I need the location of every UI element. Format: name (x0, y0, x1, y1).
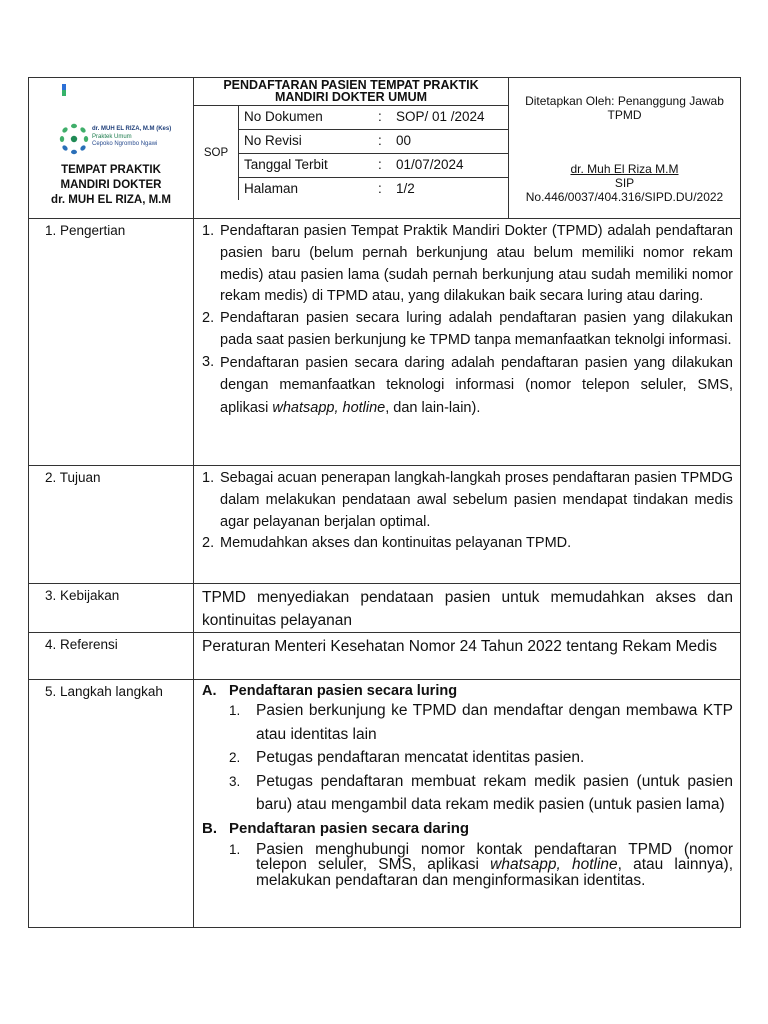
clinic-logo (59, 122, 189, 156)
document-info (194, 78, 509, 219)
list-item: 3. Pendaftaran pasien secara daring adalah pendaftaran pasien yang dilakukan dengan memanfaatkan teknologi informasi (nomor telepon seluler, SMS, aplikasi whatsapp, hotline, dan lain-lain). (202, 353, 733, 416)
subsection-luring: A. Pendaftaran pasien secara luring (202, 683, 458, 699)
document-title: PENDAFTARAN PASIEN TEMPAT PRAKTIK MANDIRI DOKTER UMUM (194, 78, 508, 106)
leaf-ring-logo-icon (59, 122, 89, 156)
logo-practice: Praktek Umum (92, 133, 132, 140)
section-label-tujuan: 2. Tujuan (29, 466, 194, 584)
sip-number: No.446/0037/404.316/SIPD.DU/2022 (525, 190, 724, 204)
meta-row-no-dokumen: No Dokumen : SOP/ 01 /2024 (239, 106, 508, 130)
section-label-referensi: 4. Referensi (29, 633, 194, 680)
signer-name: dr. Muh El Riza M.M (570, 162, 679, 176)
section-pengertian (194, 219, 741, 466)
meta-row-no-revisi: No Revisi : 00 (239, 130, 508, 154)
section-label-pengertian: 1. Pengertian (29, 219, 194, 466)
subsection-daring: B. Pendaftaran pasien secara daring (202, 819, 470, 837)
section-referensi: Peraturan Menteri Kesehatan Nomor 24 Tahun 2022 tentang Rekam Medis (194, 633, 741, 680)
sip-label: SIP (614, 176, 635, 190)
list-item: 2. Memudahkan akses dan kontinuitas pelayanan TPMD. (202, 535, 572, 552)
section-tujuan (194, 466, 741, 584)
sop-label: SOP (194, 106, 239, 200)
meta-row-halaman: Halaman : 1/2 (244, 181, 415, 196)
list-item: 2. Petugas pendaftaran mencatat identitas pasien. (229, 749, 585, 766)
list-item: 1. Pendaftaran pasien Tempat Praktik Mandiri Dokter (TPMD) adalah pendaftaran pasien baru (belum pernah berkunjung atau belum memiliki nomor rekam medis) atau pasien lama (sudah pernah berkunjung atau sudah memiliki nomor rekam medis) di TPMD atau, yang dilakukan baik secara luring atau daring. (202, 223, 733, 305)
blue-green-mark-icon (62, 84, 66, 96)
section-langkah (194, 680, 741, 928)
logo-location: Cepoko Ngrombo Ngawi (92, 141, 158, 147)
sop-document (28, 77, 741, 928)
list-item: 1. Sebagai acuan penerapan langkah-langkah proses pendaftaran pasien TPMDG dalam melakukan pendataan awal sebelum pasien mendapat tindakan medis agar pelayanan berjalan optimal. (202, 470, 733, 530)
list-item: 2. Pendaftaran pasien secara luring adalah pendaftaran pasien yang dilakukan pada saat pasien berkunjung ke TPMD tanpa memanfaatkan teknolgi informasi. (202, 310, 733, 348)
list-item: 3. Petugas pendaftaran membuat rekam medik pasien (untuk pasien baru) atau mengambil data rekam medik pasien (untuk pasien lama) (229, 772, 733, 813)
section-kebijakan: TPMD menyediakan pendataan pasien untuk memudahkan akses dan kontinuitas pelayanan (194, 584, 741, 633)
list-item: 1. Pasien berkunjung ke TPMD dan mendaftar dengan membawa KTP atau identitas lain (229, 702, 733, 743)
clinic-name: TEMPAT PRAKTIK MANDIRI DOKTER dr. MUH EL RIZA, M.M (51, 164, 171, 206)
approval-block (509, 78, 741, 219)
list-item: 1. Pasien menghubungi nomor kontak pendaftaran TPMD (nomor telepon seluler, SMS, aplikasi whatsapp, hotline, atau lainnya), melakukan pendaftaran dan menginformasikan identitas. (229, 840, 733, 889)
section-label-langkah: 5. Langkah langkah (29, 680, 194, 928)
established-by: Ditetapkan Oleh: Penanggung Jawab TPMD (525, 94, 724, 122)
clinic-identity (29, 78, 194, 219)
logo-doctor-name: dr. MUH EL RIZA, M.M (Kes) (92, 126, 172, 132)
meta-row-tanggal-terbit: Tanggal Terbit : 01/07/2024 (239, 154, 508, 178)
section-label-kebijakan: 3. Kebijakan (29, 584, 194, 633)
